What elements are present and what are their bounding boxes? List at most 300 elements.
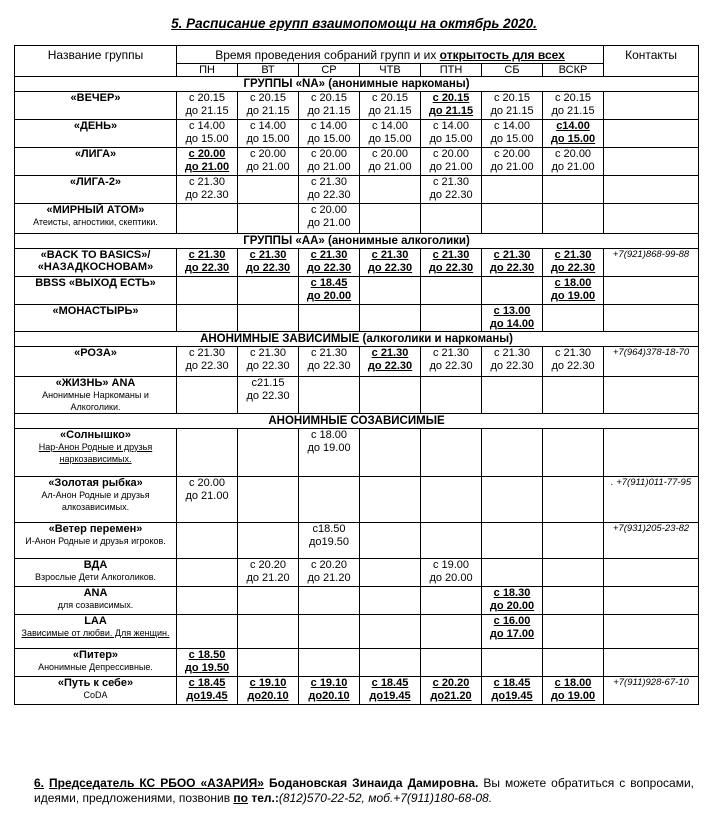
time-cell: [482, 649, 543, 677]
time-cell: [299, 587, 360, 615]
time-end: до 14.00: [489, 318, 535, 330]
section-title: АНОНИМНЫЕ ЗАВИСИМЫЕ (алкоголики и наркоманы): [15, 332, 699, 347]
time-cell: [482, 148, 543, 176]
group-name-cell: [15, 347, 177, 377]
time-end: до 15.00: [185, 133, 229, 145]
day-header: СР: [299, 64, 360, 77]
section-title: ГРУППЫ «NA» (анонимные наркоманы): [15, 77, 699, 92]
group-row: [15, 559, 699, 587]
contact-cell: [604, 615, 699, 649]
time-end: до 21.15: [490, 105, 534, 117]
time-cell: [482, 277, 543, 305]
contact-cell: [604, 204, 699, 234]
time-start: с 21.30: [249, 347, 287, 359]
time-start: с 20.20: [249, 559, 287, 571]
time-cell: [543, 120, 604, 148]
group-row: [15, 305, 699, 332]
time-cell: [543, 249, 604, 277]
section-row: [15, 234, 699, 249]
time-start: с 21.30: [249, 249, 287, 261]
time-cell: [177, 677, 238, 705]
time-end: до 20.00: [489, 600, 535, 612]
time-cell: [482, 523, 543, 559]
group-description: И-Анон Родные и друзья игроков.: [25, 536, 166, 546]
group-description: для созависимых.: [57, 600, 134, 610]
time-end: до 22.30: [429, 360, 473, 372]
time-cell: [177, 249, 238, 277]
time-cell: [543, 523, 604, 559]
time-start: с 21.30: [432, 347, 470, 359]
group-name-cell: [15, 649, 177, 677]
time-cell: [177, 148, 238, 176]
contact-cell: [604, 587, 699, 615]
time-cell: [238, 615, 299, 649]
contact-cell: [604, 249, 699, 277]
group-description: Атеисты, агностики, скептики.: [33, 217, 158, 227]
group-row: [15, 477, 699, 523]
time-cell: [543, 204, 604, 234]
time-cell: [421, 92, 482, 120]
group-name-cell: [15, 305, 177, 332]
time-start: с 14.00: [493, 120, 531, 132]
time-start: с 21.30: [493, 347, 531, 359]
time-cell: [299, 559, 360, 587]
time-cell: [299, 176, 360, 204]
time-cell: [238, 204, 299, 234]
time-start: с 20.00: [493, 148, 531, 160]
time-cell: [482, 559, 543, 587]
time-start: с 16.00: [493, 615, 531, 627]
time-cell: [177, 477, 238, 523]
contact-cell: [604, 429, 699, 477]
group-name: «МИРНЫЙ АТОМ»: [46, 204, 145, 216]
time-cell: [482, 120, 543, 148]
time-cell: [238, 277, 299, 305]
time-end: до 22.30: [490, 360, 534, 372]
group-name: «РОЗА»: [74, 347, 117, 359]
section-row: [15, 77, 699, 92]
contact-phone: +7(931)205-23-82: [612, 523, 690, 534]
group-name: «ЛИГА»: [74, 148, 117, 160]
time-end: до 22.30: [489, 262, 535, 274]
contact-cell: [604, 347, 699, 377]
time-end: до 17.00: [489, 628, 535, 640]
time-start: с 21.30: [432, 249, 470, 261]
section-title: АНОНИМНЫЕ СОЗАВИСИМЫЕ: [15, 414, 699, 429]
time-end: до 21.15: [368, 105, 412, 117]
time-cell: [360, 148, 421, 176]
time-cell: [421, 477, 482, 523]
time-cell: [299, 249, 360, 277]
time-end: до 21.00: [551, 161, 595, 173]
time-cell: [360, 305, 421, 332]
group-description: Анонимные Наркоманы и Алкоголики.: [42, 390, 149, 412]
time-start: с 13.00: [493, 305, 531, 317]
day-header: ВТ: [238, 64, 299, 77]
day-header: ВСКР: [543, 64, 604, 77]
time-start: с 21.30: [188, 347, 226, 359]
header-group-name: Название группы: [15, 46, 177, 77]
contact-cell: [604, 477, 699, 523]
time-end: до 15.00: [490, 133, 534, 145]
time-cell: [543, 176, 604, 204]
time-end: до 21.20: [246, 572, 290, 584]
group-row: [15, 204, 699, 234]
header-time: Время проведения собраний групп и их открытость для всех: [177, 46, 604, 64]
time-cell: [421, 277, 482, 305]
contact-cell: [604, 677, 699, 705]
time-start: с 18.00: [554, 277, 592, 289]
time-cell: [238, 176, 299, 204]
group-row: [15, 277, 699, 305]
time-cell: [482, 677, 543, 705]
time-start: с 21.30: [371, 249, 409, 261]
time-cell: [543, 477, 604, 523]
group-row: [15, 649, 699, 677]
time-cell: [360, 176, 421, 204]
time-cell: [360, 204, 421, 234]
group-name-cell: [15, 677, 177, 705]
time-end: до 21.15: [551, 105, 595, 117]
time-start: с 21.30: [310, 176, 348, 188]
contact-phone: +7(964)378-18-70: [612, 347, 690, 358]
time-cell: [543, 587, 604, 615]
time-end: до20.10: [308, 690, 350, 702]
time-end: до 22.30: [429, 189, 473, 201]
time-start: с 21.30: [188, 176, 226, 188]
time-start: с 20.00: [371, 148, 409, 160]
time-cell: [238, 148, 299, 176]
time-start: с 20.00: [432, 148, 470, 160]
group-name: LAA: [84, 615, 107, 627]
section-row: [15, 332, 699, 347]
time-start: с 19.10: [310, 677, 348, 689]
time-cell: [238, 120, 299, 148]
time-cell: [421, 523, 482, 559]
contact-phone: +7(921)868-99-88: [612, 249, 690, 260]
time-cell: [360, 615, 421, 649]
time-start: с 20.00: [554, 148, 592, 160]
time-cell: [543, 377, 604, 414]
time-start: с 20.00: [188, 148, 226, 160]
group-name: «МОНАСТЫРЬ»: [52, 305, 139, 317]
time-cell: [238, 305, 299, 332]
group-description: Ал-Анон Родные и друзья алкозависимых.: [41, 490, 150, 512]
time-cell: [360, 377, 421, 414]
time-cell: [360, 677, 421, 705]
time-end: до19.45: [369, 690, 411, 702]
time-end: до 19.00: [307, 442, 351, 454]
time-cell: [360, 347, 421, 377]
time-end: до 19.00: [550, 690, 596, 702]
time-cell: [421, 429, 482, 477]
schedule-table: [14, 45, 699, 705]
time-start: с14.00: [556, 120, 590, 132]
time-end: до 22.30: [184, 262, 230, 274]
group-name-cell: [15, 92, 177, 120]
time-cell: [543, 649, 604, 677]
time-cell: [421, 615, 482, 649]
group-row: [15, 347, 699, 377]
time-start: с 18.50: [188, 649, 226, 661]
time-cell: [482, 176, 543, 204]
time-start: с 21.30: [493, 249, 531, 261]
time-start: с 20.20: [432, 677, 470, 689]
time-end: до 21.00: [307, 161, 351, 173]
time-end: до 15.00: [368, 133, 412, 145]
time-end: до 22.30: [306, 262, 352, 274]
time-cell: [238, 649, 299, 677]
time-cell: [421, 649, 482, 677]
group-name-cell: [15, 377, 177, 414]
group-name: «ДЕНЬ»: [73, 120, 118, 132]
time-start: с 20.00: [310, 204, 348, 216]
time-cell: [543, 677, 604, 705]
group-name: «ЛИГА-2»: [69, 176, 122, 188]
time-cell: [177, 587, 238, 615]
contact-cell: [604, 277, 699, 305]
time-cell: [299, 649, 360, 677]
time-cell: [421, 249, 482, 277]
time-start: с 20.15: [493, 92, 531, 104]
time-end: до 22.30: [246, 360, 290, 372]
time-cell: [238, 559, 299, 587]
group-row: [15, 429, 699, 477]
group-name-cell: [15, 429, 177, 477]
time-start: с 18.45: [310, 277, 348, 289]
group-name-cell: [15, 277, 177, 305]
time-cell: [482, 249, 543, 277]
time-end: до 20.00: [429, 572, 473, 584]
time-start: с 20.00: [188, 477, 226, 489]
group-row: [15, 677, 699, 705]
time-end: до 21.15: [307, 105, 351, 117]
group-name-cell: [15, 559, 177, 587]
time-end: до 22.30: [185, 360, 229, 372]
group-name: BBSS «ВЫХОД ЕСТЬ»: [35, 277, 156, 289]
contact-cell: [604, 523, 699, 559]
group-name: «Питер»: [72, 649, 119, 661]
group-row: [15, 148, 699, 176]
time-cell: [177, 615, 238, 649]
time-end: до 21.00: [185, 490, 229, 502]
time-start: с 21.30: [554, 347, 592, 359]
time-start: с 20.15: [249, 92, 287, 104]
time-cell: [299, 305, 360, 332]
time-start: с 14.00: [249, 120, 287, 132]
time-start: с 20.20: [310, 559, 348, 571]
time-cell: [360, 249, 421, 277]
time-cell: [421, 677, 482, 705]
time-end: до 15.00: [429, 133, 473, 145]
day-header: ПТН: [421, 64, 482, 77]
time-cell: [360, 559, 421, 587]
time-end: до 20.00: [306, 290, 352, 302]
time-end: до 21.15: [428, 105, 474, 117]
time-end: до 22.30: [550, 262, 596, 274]
time-end: до 22.30: [307, 360, 351, 372]
time-end: до 21.20: [307, 572, 351, 584]
time-end: до 19.00: [550, 290, 596, 302]
time-cell: [177, 347, 238, 377]
time-end: до 22.30: [307, 189, 351, 201]
time-cell: [421, 120, 482, 148]
time-cell: [299, 148, 360, 176]
contact-cell: [604, 649, 699, 677]
contact-cell: [604, 120, 699, 148]
time-cell: [299, 677, 360, 705]
time-start: с 20.15: [371, 92, 409, 104]
time-cell: [482, 615, 543, 649]
time-end: до 21.15: [246, 105, 290, 117]
time-start: с 20.15: [310, 92, 348, 104]
contact-cell: [604, 176, 699, 204]
time-end: до 22.30: [367, 262, 413, 274]
time-cell: [238, 377, 299, 414]
group-name-cell: [15, 120, 177, 148]
section-row: [15, 414, 699, 429]
time-cell: [482, 204, 543, 234]
time-end: до 21.00: [490, 161, 534, 173]
time-cell: [299, 523, 360, 559]
time-cell: [543, 305, 604, 332]
group-name: «ЖИЗНЬ» AΝA: [55, 377, 136, 389]
time-cell: [421, 377, 482, 414]
time-cell: [543, 559, 604, 587]
time-end: до 22.30: [428, 262, 474, 274]
footer-note: 6. Председатель КС РБОО «АЗАРИЯ» Бодановская Зинаида Дамировна. Вы можете обратиться с вопросами, идеями, предложениями, позвонив по тел.:(812)570-22-52, моб.+7(911)180-68-08.: [34, 776, 694, 805]
time-start: с 19.00: [432, 559, 470, 571]
group-name-cell: [15, 176, 177, 204]
time-cell: [238, 523, 299, 559]
time-start: с 20.15: [432, 92, 470, 104]
time-start: с 14.00: [188, 120, 226, 132]
group-name: «Ветер перемен»: [48, 523, 143, 535]
group-name-cell: [15, 249, 177, 277]
group-row: [15, 176, 699, 204]
time-start: с 20.15: [188, 92, 226, 104]
contact-cell: [604, 377, 699, 414]
contact-phone: . +7(911)011-77-95: [610, 477, 692, 488]
time-start: с 18.00: [554, 677, 592, 689]
time-cell: [177, 523, 238, 559]
time-start: с 20.00: [249, 148, 287, 160]
time-cell: [360, 649, 421, 677]
time-cell: [360, 120, 421, 148]
time-cell: [238, 92, 299, 120]
contact-phone: +7(911)928-67-10: [613, 677, 689, 688]
schedule-body: [15, 77, 699, 705]
time-cell: [177, 92, 238, 120]
time-start: с 18.45: [188, 677, 226, 689]
contact-cell: [604, 92, 699, 120]
time-start: с 21.30: [554, 249, 592, 261]
time-cell: [360, 477, 421, 523]
section-title: ГРУППЫ «АА» (анонимные алкоголики): [15, 234, 699, 249]
time-cell: [421, 305, 482, 332]
time-cell: [482, 587, 543, 615]
time-cell: [482, 305, 543, 332]
time-cell: [177, 377, 238, 414]
time-cell: [177, 429, 238, 477]
group-name: ВДА: [83, 559, 108, 571]
group-row: [15, 249, 699, 277]
time-cell: [238, 477, 299, 523]
time-cell: [360, 277, 421, 305]
time-cell: [421, 204, 482, 234]
time-start: с 18.00: [310, 429, 348, 441]
time-start: с 18.30: [493, 587, 531, 599]
time-start: с 19.10: [249, 677, 287, 689]
day-header: ЧТВ: [360, 64, 421, 77]
day-header: СБ: [482, 64, 543, 77]
time-start: с 21.30: [432, 176, 470, 188]
time-end: до 21.00: [184, 161, 230, 173]
time-cell: [421, 176, 482, 204]
time-end: до21.20: [430, 690, 472, 702]
time-cell: [238, 677, 299, 705]
time-start: с 21.30: [188, 249, 226, 261]
time-cell: [299, 120, 360, 148]
time-cell: [421, 587, 482, 615]
time-cell: [543, 277, 604, 305]
time-cell: [299, 277, 360, 305]
time-cell: [543, 615, 604, 649]
time-cell: [360, 429, 421, 477]
time-cell: [299, 477, 360, 523]
group-name: «BACK TO BASICS»/ «НАЗАДКОСНОВАМ»: [37, 249, 154, 273]
time-cell: [543, 347, 604, 377]
time-cell: [177, 559, 238, 587]
group-description: Нар-Анон Родные и друзья наркозависимых.: [38, 442, 153, 464]
time-end: до 22.30: [551, 360, 595, 372]
header-row: [15, 46, 699, 64]
time-end: до 22.30: [185, 189, 229, 201]
time-end: до 21.00: [368, 161, 412, 173]
time-cell: [299, 92, 360, 120]
group-name: «ВЕЧЕР»: [70, 92, 121, 104]
time-end: до 21.15: [185, 105, 229, 117]
group-row: [15, 377, 699, 414]
time-cell: [543, 92, 604, 120]
group-name-cell: [15, 148, 177, 176]
group-name-cell: [15, 587, 177, 615]
time-end: до 21.00: [429, 161, 473, 173]
time-start: с 20.15: [554, 92, 592, 104]
day-header: ПН: [177, 64, 238, 77]
time-cell: [482, 429, 543, 477]
contact-cell: [604, 559, 699, 587]
time-cell: [299, 429, 360, 477]
time-cell: [360, 523, 421, 559]
group-description: CoDA: [83, 690, 108, 700]
time-cell: [177, 204, 238, 234]
time-end: до 15.00: [246, 133, 290, 145]
group-name: «Солнышко»: [60, 429, 131, 441]
time-cell: [421, 347, 482, 377]
time-cell: [177, 120, 238, 148]
time-start: с 14.00: [310, 120, 348, 132]
time-start: с18.50: [312, 523, 346, 535]
group-name-cell: [15, 615, 177, 649]
time-cell: [177, 649, 238, 677]
contact-cell: [604, 148, 699, 176]
time-start: с 18.45: [371, 677, 409, 689]
time-start: с 21.30: [310, 347, 348, 359]
group-name-cell: [15, 477, 177, 523]
group-row: [15, 120, 699, 148]
time-end: до 21.00: [246, 161, 290, 173]
